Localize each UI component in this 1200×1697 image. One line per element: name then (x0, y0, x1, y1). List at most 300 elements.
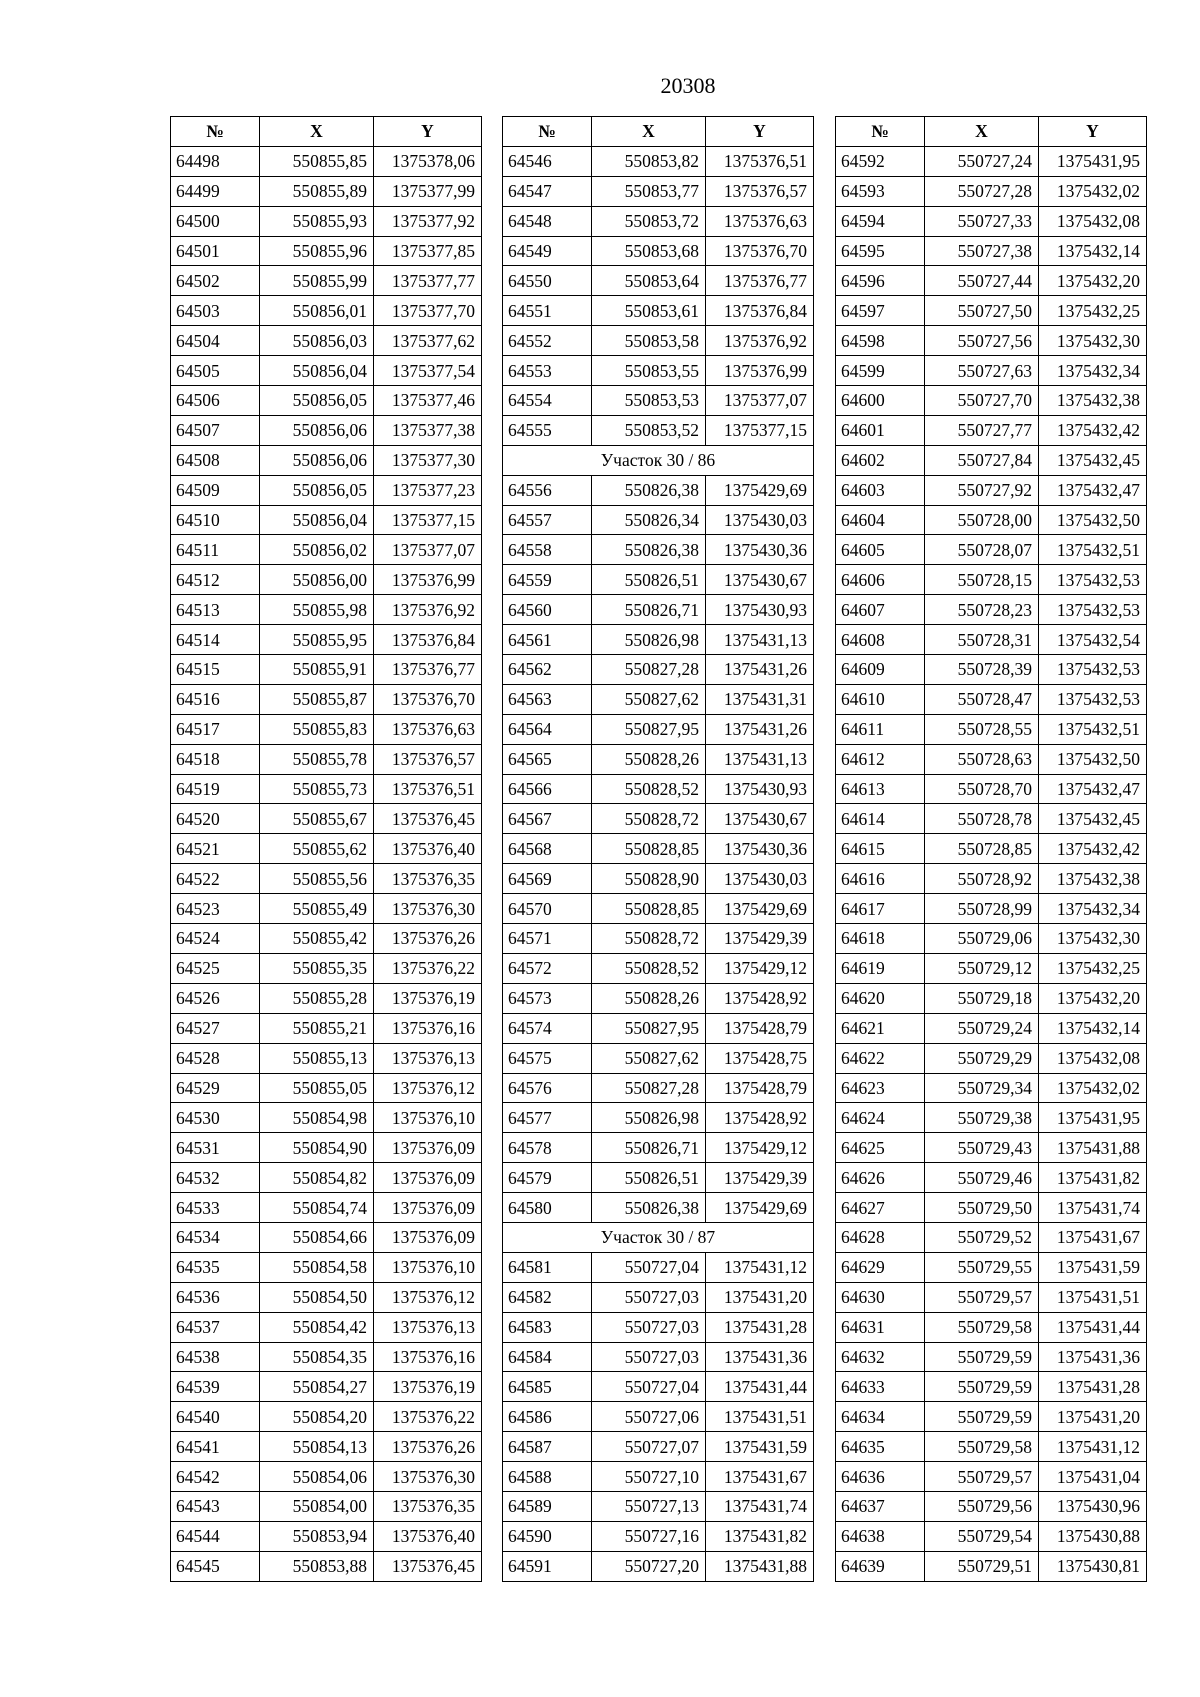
y-coordinate-cell: 1375431,67 (706, 1462, 814, 1492)
table-row (171, 924, 482, 954)
point-number-cell: 64612 (836, 744, 925, 774)
x-coordinate-cell: 550828,85 (592, 894, 706, 924)
table-row (171, 1193, 482, 1223)
y-coordinate-cell: 1375428,92 (706, 983, 814, 1013)
y-coordinate-cell: 1375376,84 (706, 296, 814, 326)
table-row (836, 983, 1147, 1013)
y-coordinate-cell: 1375430,36 (706, 535, 814, 565)
x-coordinate-cell: 550728,47 (925, 684, 1039, 714)
table-row (836, 1103, 1147, 1133)
table-row (836, 206, 1147, 236)
x-coordinate-cell: 550729,34 (925, 1073, 1039, 1103)
header-num: № (503, 117, 592, 147)
table-body (171, 146, 482, 1581)
table-row (171, 894, 482, 924)
table-row (171, 983, 482, 1013)
table-row (503, 565, 814, 595)
point-number-cell: 64600 (836, 386, 925, 416)
point-number-cell: 64605 (836, 535, 925, 565)
y-coordinate-cell: 1375431,26 (706, 655, 814, 685)
point-number-cell: 64628 (836, 1222, 925, 1252)
x-coordinate-cell: 550729,43 (925, 1133, 1039, 1163)
point-number-cell: 64584 (503, 1342, 592, 1372)
point-number-cell: 64504 (171, 326, 260, 356)
table-row (171, 535, 482, 565)
y-coordinate-cell: 1375376,35 (374, 864, 482, 894)
y-coordinate-cell: 1375431,51 (1039, 1282, 1147, 1312)
table-row (171, 1043, 482, 1073)
table-row (171, 625, 482, 655)
y-coordinate-cell: 1375432,45 (1039, 445, 1147, 475)
point-number-cell: 64637 (836, 1491, 925, 1521)
y-coordinate-cell: 1375429,12 (706, 953, 814, 983)
table-row (503, 744, 814, 774)
x-coordinate-cell: 550856,04 (260, 505, 374, 535)
point-number-cell: 64502 (171, 266, 260, 296)
point-number-cell: 64499 (171, 176, 260, 206)
point-number-cell: 64536 (171, 1282, 260, 1312)
point-number-cell: 64624 (836, 1103, 925, 1133)
point-number-cell: 64625 (836, 1133, 925, 1163)
point-number-cell: 64590 (503, 1521, 592, 1551)
y-coordinate-cell: 1375431,13 (706, 744, 814, 774)
table-row (171, 565, 482, 595)
table-row (836, 1372, 1147, 1402)
table-row (836, 386, 1147, 416)
x-coordinate-cell: 550828,52 (592, 774, 706, 804)
x-coordinate-cell: 550727,04 (592, 1252, 706, 1282)
table-row (171, 804, 482, 834)
table-row (171, 1462, 482, 1492)
y-coordinate-cell: 1375431,82 (706, 1521, 814, 1551)
point-number-cell: 64538 (171, 1342, 260, 1372)
y-coordinate-cell: 1375376,09 (374, 1163, 482, 1193)
table-row (171, 834, 482, 864)
table-row (503, 146, 814, 176)
coordinates-table-3 (835, 116, 1147, 1582)
page-number: 20308 (660, 73, 716, 98)
point-number-cell: 64559 (503, 565, 592, 595)
x-coordinate-cell: 550854,66 (260, 1222, 374, 1252)
point-number-cell: 64598 (836, 326, 925, 356)
point-number-cell: 64558 (503, 535, 592, 565)
y-coordinate-cell: 1375376,09 (374, 1222, 482, 1252)
point-number-cell: 64603 (836, 475, 925, 505)
point-number-cell: 64522 (171, 864, 260, 894)
y-coordinate-cell: 1375376,19 (374, 1372, 482, 1402)
point-number-cell: 64542 (171, 1462, 260, 1492)
table-row (836, 1193, 1147, 1223)
table-row (171, 1252, 482, 1282)
x-coordinate-cell: 550854,42 (260, 1312, 374, 1342)
y-coordinate-cell: 1375432,53 (1039, 595, 1147, 625)
table-row (836, 1312, 1147, 1342)
x-coordinate-cell: 550826,34 (592, 505, 706, 535)
table-row (836, 1043, 1147, 1073)
y-coordinate-cell: 1375376,26 (374, 1432, 482, 1462)
y-coordinate-cell: 1375376,57 (706, 176, 814, 206)
x-coordinate-cell: 550856,05 (260, 475, 374, 505)
y-coordinate-cell: 1375376,09 (374, 1133, 482, 1163)
point-number-cell: 64627 (836, 1193, 925, 1223)
x-coordinate-cell: 550826,98 (592, 625, 706, 655)
point-number-cell: 64530 (171, 1103, 260, 1133)
table-row (171, 356, 482, 386)
x-coordinate-cell: 550855,42 (260, 924, 374, 954)
table-row (171, 1551, 482, 1581)
y-coordinate-cell: 1375429,69 (706, 475, 814, 505)
x-coordinate-cell: 550855,78 (260, 744, 374, 774)
point-number-cell: 64513 (171, 595, 260, 625)
point-number-cell: 64579 (503, 1163, 592, 1193)
x-coordinate-cell: 550856,02 (260, 535, 374, 565)
y-coordinate-cell: 1375431,51 (706, 1402, 814, 1432)
x-coordinate-cell: 550729,54 (925, 1521, 1039, 1551)
table-row (836, 356, 1147, 386)
table-row (836, 1521, 1147, 1551)
y-coordinate-cell: 1375431,95 (1039, 1103, 1147, 1133)
point-number-cell: 64534 (171, 1222, 260, 1252)
table-row (171, 1342, 482, 1372)
point-number-cell: 64505 (171, 356, 260, 386)
x-coordinate-cell: 550856,04 (260, 356, 374, 386)
point-number-cell: 64632 (836, 1342, 925, 1372)
x-coordinate-cell: 550854,50 (260, 1282, 374, 1312)
y-coordinate-cell: 1375428,79 (706, 1073, 814, 1103)
point-number-cell: 64563 (503, 684, 592, 714)
x-coordinate-cell: 550855,85 (260, 146, 374, 176)
y-coordinate-cell: 1375377,07 (374, 535, 482, 565)
header-x: X (592, 117, 706, 147)
x-coordinate-cell: 550727,70 (925, 386, 1039, 416)
table-row (836, 146, 1147, 176)
x-coordinate-cell: 550727,28 (925, 176, 1039, 206)
point-number-cell: 64529 (171, 1073, 260, 1103)
header-y: Y (706, 117, 814, 147)
point-number-cell: 64551 (503, 296, 592, 326)
table-row (836, 655, 1147, 685)
table-row (503, 236, 814, 266)
table-body (503, 146, 814, 1581)
table-row (836, 1432, 1147, 1462)
x-coordinate-cell: 550855,83 (260, 714, 374, 744)
x-coordinate-cell: 550729,56 (925, 1491, 1039, 1521)
y-coordinate-cell: 1375376,13 (374, 1043, 482, 1073)
y-coordinate-cell: 1375430,36 (706, 834, 814, 864)
table-row (503, 983, 814, 1013)
y-coordinate-cell: 1375431,44 (1039, 1312, 1147, 1342)
y-coordinate-cell: 1375432,25 (1039, 296, 1147, 326)
x-coordinate-cell: 550728,99 (925, 894, 1039, 924)
x-coordinate-cell: 550856,05 (260, 386, 374, 416)
x-coordinate-cell: 550856,06 (260, 415, 374, 445)
point-number-cell: 64634 (836, 1402, 925, 1432)
point-number-cell: 64602 (836, 445, 925, 475)
x-coordinate-cell: 550855,56 (260, 864, 374, 894)
table-row (836, 1491, 1147, 1521)
point-number-cell: 64594 (836, 206, 925, 236)
y-coordinate-cell: 1375432,08 (1039, 1043, 1147, 1073)
y-coordinate-cell: 1375430,67 (706, 565, 814, 595)
y-coordinate-cell: 1375432,47 (1039, 774, 1147, 804)
x-coordinate-cell: 550727,13 (592, 1491, 706, 1521)
point-number-cell: 64564 (503, 714, 592, 744)
x-coordinate-cell: 550727,38 (925, 236, 1039, 266)
table-row (503, 535, 814, 565)
y-coordinate-cell: 1375432,45 (1039, 804, 1147, 834)
header-num: № (171, 117, 260, 147)
y-coordinate-cell: 1375432,42 (1039, 415, 1147, 445)
x-coordinate-cell: 550729,57 (925, 1462, 1039, 1492)
point-number-cell: 64596 (836, 266, 925, 296)
y-coordinate-cell: 1375376,40 (374, 834, 482, 864)
y-coordinate-cell: 1375431,28 (706, 1312, 814, 1342)
x-coordinate-cell: 550826,38 (592, 475, 706, 505)
point-number-cell: 64501 (171, 236, 260, 266)
table-row (503, 655, 814, 685)
x-coordinate-cell: 550853,88 (260, 1551, 374, 1581)
point-number-cell: 64565 (503, 744, 592, 774)
point-number-cell: 64570 (503, 894, 592, 924)
x-coordinate-cell: 550855,98 (260, 595, 374, 625)
x-coordinate-cell: 550854,90 (260, 1133, 374, 1163)
table-row (503, 625, 814, 655)
point-number-cell: 64619 (836, 953, 925, 983)
y-coordinate-cell: 1375377,15 (374, 505, 482, 535)
point-number-cell: 64527 (171, 1013, 260, 1043)
x-coordinate-cell: 550828,85 (592, 834, 706, 864)
point-number-cell: 64616 (836, 864, 925, 894)
table-row (503, 774, 814, 804)
table-row (503, 1372, 814, 1402)
point-number-cell: 64593 (836, 176, 925, 206)
y-coordinate-cell: 1375376,13 (374, 1312, 482, 1342)
x-coordinate-cell: 550729,46 (925, 1163, 1039, 1193)
y-coordinate-cell: 1375376,35 (374, 1491, 482, 1521)
table-row (836, 236, 1147, 266)
point-number-cell: 64609 (836, 655, 925, 685)
x-coordinate-cell: 550827,28 (592, 1073, 706, 1103)
table-row (836, 1013, 1147, 1043)
table-row (836, 1163, 1147, 1193)
y-coordinate-cell: 1375376,30 (374, 1462, 482, 1492)
point-number-cell: 64524 (171, 924, 260, 954)
y-coordinate-cell: 1375431,28 (1039, 1372, 1147, 1402)
table-row (836, 1282, 1147, 1312)
y-coordinate-cell: 1375431,20 (1039, 1402, 1147, 1432)
x-coordinate-cell: 550853,82 (592, 146, 706, 176)
table-row (836, 595, 1147, 625)
y-coordinate-cell: 1375431,74 (706, 1491, 814, 1521)
x-coordinate-cell: 550727,50 (925, 296, 1039, 326)
x-coordinate-cell: 550827,95 (592, 1013, 706, 1043)
x-coordinate-cell: 550854,13 (260, 1432, 374, 1462)
x-coordinate-cell: 550729,59 (925, 1402, 1039, 1432)
x-coordinate-cell: 550853,53 (592, 386, 706, 416)
y-coordinate-cell: 1375376,26 (374, 924, 482, 954)
y-coordinate-cell: 1375431,12 (706, 1252, 814, 1282)
point-number-cell: 64578 (503, 1133, 592, 1163)
header-y: Y (1039, 117, 1147, 147)
section-label: Участок 30 / 86 (503, 445, 814, 475)
y-coordinate-cell: 1375376,99 (374, 565, 482, 595)
table-header-row (836, 117, 1147, 147)
table-row (503, 1133, 814, 1163)
table-row (503, 834, 814, 864)
point-number-cell: 64585 (503, 1372, 592, 1402)
x-coordinate-cell: 550727,20 (592, 1551, 706, 1581)
point-number-cell: 64523 (171, 894, 260, 924)
x-coordinate-cell: 550727,16 (592, 1521, 706, 1551)
y-coordinate-cell: 1375431,59 (1039, 1252, 1147, 1282)
point-number-cell: 64580 (503, 1193, 592, 1223)
table-row (171, 266, 482, 296)
y-coordinate-cell: 1375430,67 (706, 804, 814, 834)
y-coordinate-cell: 1375432,14 (1039, 236, 1147, 266)
x-coordinate-cell: 550855,05 (260, 1073, 374, 1103)
table-row (171, 176, 482, 206)
table-row (836, 744, 1147, 774)
point-number-cell: 64638 (836, 1521, 925, 1551)
x-coordinate-cell: 550853,58 (592, 326, 706, 356)
x-coordinate-cell: 550854,58 (260, 1252, 374, 1282)
point-number-cell: 64561 (503, 625, 592, 655)
y-coordinate-cell: 1375431,31 (706, 684, 814, 714)
x-coordinate-cell: 550826,38 (592, 1193, 706, 1223)
x-coordinate-cell: 550854,20 (260, 1402, 374, 1432)
table-row (503, 714, 814, 744)
x-coordinate-cell: 550727,44 (925, 266, 1039, 296)
x-coordinate-cell: 550855,35 (260, 953, 374, 983)
x-coordinate-cell: 550854,06 (260, 1462, 374, 1492)
point-number-cell: 64575 (503, 1043, 592, 1073)
x-coordinate-cell: 550727,33 (925, 206, 1039, 236)
table-row (171, 1312, 482, 1342)
table-row (836, 565, 1147, 595)
x-coordinate-cell: 550729,55 (925, 1252, 1039, 1282)
x-coordinate-cell: 550729,18 (925, 983, 1039, 1013)
x-coordinate-cell: 550727,07 (592, 1432, 706, 1462)
point-number-cell: 64586 (503, 1402, 592, 1432)
y-coordinate-cell: 1375431,04 (1039, 1462, 1147, 1492)
x-coordinate-cell: 550856,06 (260, 445, 374, 475)
table-row (836, 535, 1147, 565)
y-coordinate-cell: 1375378,06 (374, 146, 482, 176)
y-coordinate-cell: 1375430,81 (1039, 1551, 1147, 1581)
y-coordinate-cell: 1375432,51 (1039, 535, 1147, 565)
x-coordinate-cell: 550855,21 (260, 1013, 374, 1043)
y-coordinate-cell: 1375432,08 (1039, 206, 1147, 236)
point-number-cell: 64635 (836, 1432, 925, 1462)
table-row (503, 356, 814, 386)
x-coordinate-cell: 550729,51 (925, 1551, 1039, 1581)
y-coordinate-cell: 1375431,36 (1039, 1342, 1147, 1372)
x-coordinate-cell: 550853,61 (592, 296, 706, 326)
y-coordinate-cell: 1375432,54 (1039, 625, 1147, 655)
x-coordinate-cell: 550729,38 (925, 1103, 1039, 1133)
y-coordinate-cell: 1375377,62 (374, 326, 482, 356)
y-coordinate-cell: 1375428,92 (706, 1103, 814, 1133)
y-coordinate-cell: 1375377,07 (706, 386, 814, 416)
y-coordinate-cell: 1375432,30 (1039, 326, 1147, 356)
point-number-cell: 64516 (171, 684, 260, 714)
point-number-cell: 64626 (836, 1163, 925, 1193)
y-coordinate-cell: 1375432,30 (1039, 924, 1147, 954)
table-row (503, 206, 814, 236)
x-coordinate-cell: 550854,27 (260, 1372, 374, 1402)
x-coordinate-cell: 550855,96 (260, 236, 374, 266)
table-row (171, 296, 482, 326)
table-row (503, 1402, 814, 1432)
x-coordinate-cell: 550729,58 (925, 1312, 1039, 1342)
point-number-cell: 64517 (171, 714, 260, 744)
y-coordinate-cell: 1375376,84 (374, 625, 482, 655)
y-coordinate-cell: 1375377,54 (374, 356, 482, 386)
y-coordinate-cell: 1375376,12 (374, 1282, 482, 1312)
y-coordinate-cell: 1375428,75 (706, 1043, 814, 1073)
table-row (171, 1133, 482, 1163)
x-coordinate-cell: 550729,57 (925, 1282, 1039, 1312)
x-coordinate-cell: 550856,01 (260, 296, 374, 326)
y-coordinate-cell: 1375432,02 (1039, 176, 1147, 206)
point-number-cell: 64568 (503, 834, 592, 864)
y-coordinate-cell: 1375432,02 (1039, 1073, 1147, 1103)
point-number-cell: 64569 (503, 864, 592, 894)
y-coordinate-cell: 1375376,51 (374, 774, 482, 804)
x-coordinate-cell: 550855,73 (260, 774, 374, 804)
table-row (836, 475, 1147, 505)
x-coordinate-cell: 550727,56 (925, 326, 1039, 356)
y-coordinate-cell: 1375377,15 (706, 415, 814, 445)
x-coordinate-cell: 550728,63 (925, 744, 1039, 774)
y-coordinate-cell: 1375376,22 (374, 953, 482, 983)
point-number-cell: 64567 (503, 804, 592, 834)
y-coordinate-cell: 1375430,96 (1039, 1491, 1147, 1521)
point-number-cell: 64514 (171, 625, 260, 655)
table-row (171, 1013, 482, 1043)
point-number-cell: 64588 (503, 1462, 592, 1492)
point-number-cell: 64613 (836, 774, 925, 804)
y-coordinate-cell: 1375432,38 (1039, 864, 1147, 894)
y-coordinate-cell: 1375432,50 (1039, 505, 1147, 535)
table-row (171, 1103, 482, 1133)
point-number-cell: 64633 (836, 1372, 925, 1402)
point-number-cell: 64549 (503, 236, 592, 266)
x-coordinate-cell: 550827,62 (592, 684, 706, 714)
table-row (171, 1521, 482, 1551)
x-coordinate-cell: 550727,06 (592, 1402, 706, 1432)
table-row (836, 1342, 1147, 1372)
x-coordinate-cell: 550728,15 (925, 565, 1039, 595)
x-coordinate-cell: 550855,13 (260, 1043, 374, 1073)
x-coordinate-cell: 550729,52 (925, 1222, 1039, 1252)
x-coordinate-cell: 550727,92 (925, 475, 1039, 505)
point-number-cell: 64507 (171, 415, 260, 445)
table-row (171, 415, 482, 445)
table-row (836, 326, 1147, 356)
x-coordinate-cell: 550854,00 (260, 1491, 374, 1521)
y-coordinate-cell: 1375376,45 (374, 804, 482, 834)
point-number-cell: 64608 (836, 625, 925, 655)
y-coordinate-cell: 1375376,51 (706, 146, 814, 176)
point-number-cell: 64540 (171, 1402, 260, 1432)
y-coordinate-cell: 1375431,26 (706, 714, 814, 744)
table-row (836, 953, 1147, 983)
x-coordinate-cell: 550729,06 (925, 924, 1039, 954)
point-number-cell: 64576 (503, 1073, 592, 1103)
point-number-cell: 64521 (171, 834, 260, 864)
table-row (836, 625, 1147, 655)
